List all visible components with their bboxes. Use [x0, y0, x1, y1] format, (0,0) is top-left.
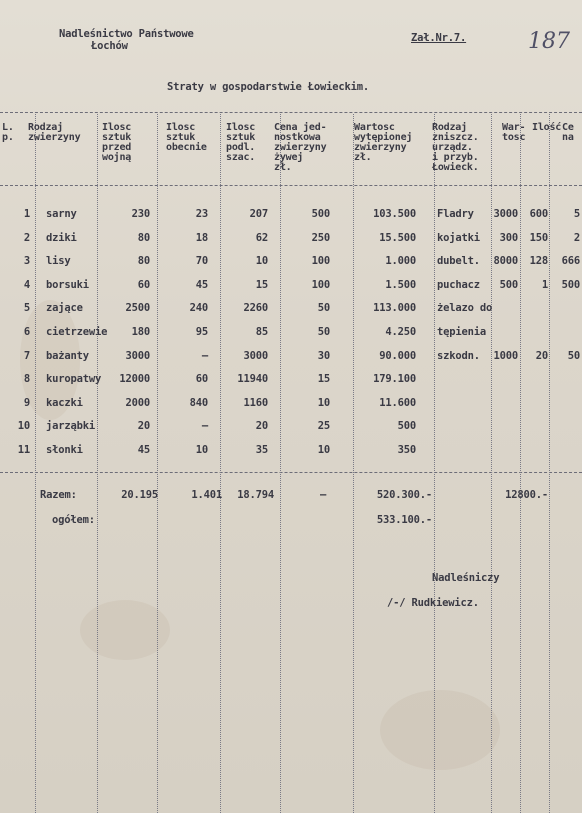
signatory-title: Nadleśniczy [432, 572, 500, 584]
cell-before: 20 [137, 420, 150, 433]
cell-eq-qty: 1 [541, 278, 548, 291]
cell-now: 10 [195, 444, 208, 456]
cell-lp: 11 [17, 444, 30, 456]
cell-eq-qty: 600 [529, 208, 548, 220]
cell-eq-value: 500 [499, 278, 518, 291]
col-header-eq-value: War- tosc [502, 122, 526, 143]
total-value: 520.300.- [376, 489, 432, 501]
column-rule [549, 114, 550, 813]
cell-before: 2000 [125, 396, 150, 409]
cell-eq-price: 5 [573, 208, 580, 220]
cell-now: – [201, 420, 208, 433]
cell-species: kuropatwy [46, 373, 102, 386]
column-rule [35, 114, 36, 813]
cell-subject: 11940 [237, 373, 268, 386]
cell-now: 95 [195, 326, 208, 338]
cell-value: 11.600 [379, 396, 416, 409]
cell-eq-qty: 20 [535, 349, 548, 362]
cell-before: 80 [137, 255, 150, 268]
total-now: 1.401 [191, 489, 222, 501]
column-rule [434, 114, 435, 813]
cell-value: 1.000 [385, 255, 416, 268]
cell-eq-price: 50 [567, 349, 580, 362]
cell-subject: 10 [255, 255, 268, 268]
cell-eq-price: 666 [561, 255, 580, 268]
cell-eq-value: 300 [499, 231, 518, 244]
cell-value: 90.000 [379, 349, 416, 362]
total-eq-value: 12800.- [505, 489, 548, 501]
cell-equipment: Fladry [437, 208, 474, 220]
cell-species: bażanty [46, 349, 89, 362]
cell-unit-price: 30 [317, 349, 330, 362]
cell-species: kaczki [46, 396, 83, 409]
cell-value: 500 [397, 420, 416, 433]
col-header-now: Ilosc sztuk obecnie [166, 122, 207, 153]
handwritten-page-number: 187 [528, 29, 570, 54]
cell-unit-price: 10 [317, 444, 330, 456]
cell-equipment: tępienia [437, 326, 486, 338]
col-header-equipment: Rodzaj zniszcz. urządz. i przyb. Łowieck. [432, 122, 479, 173]
table-header-rule [0, 185, 582, 186]
cell-unit-price: 25 [317, 420, 330, 433]
cell-unit-price: 15 [317, 373, 330, 386]
cell-species: jarząbki [46, 420, 95, 433]
cell-subject: 2260 [243, 302, 268, 315]
cell-lp: 6 [23, 326, 30, 338]
cell-species: borsuki [46, 278, 89, 291]
cell-unit-price: 250 [311, 231, 330, 244]
col-header-value: Wartosc wytępionej zwierzyny zł. [354, 122, 413, 163]
total-before: 20.195 [121, 489, 158, 501]
cell-now: 23 [195, 208, 208, 220]
cell-value: 113.000 [373, 302, 416, 315]
cell-unit-price: 50 [317, 326, 330, 338]
cell-before: 230 [131, 208, 150, 220]
cell-equipment: dubelt. [437, 255, 480, 268]
cell-species: sarny [46, 208, 77, 220]
column-rule [157, 114, 158, 813]
cell-species: cietrzewie [46, 326, 108, 338]
cell-now: 60 [195, 373, 208, 386]
grand-total-value: 533.100.- [376, 514, 432, 526]
cell-lp: 1 [23, 208, 30, 220]
col-header-subject: Ilosc sztuk podl. szac. [226, 122, 256, 163]
total-unit-price: – [320, 489, 327, 501]
cell-now: – [201, 349, 208, 362]
cell-value: 4.250 [385, 326, 416, 338]
cell-subject: 20 [255, 420, 268, 433]
cell-value: 1.500 [385, 278, 416, 291]
table-top-rule [0, 112, 582, 113]
cell-value: 15.500 [379, 231, 416, 244]
cell-lp: 8 [23, 373, 30, 386]
cell-equipment: żelazo do [437, 302, 493, 315]
cell-value: 179.100 [373, 373, 416, 386]
cell-lp: 9 [23, 396, 30, 409]
cell-eq-value: 8000 [493, 255, 518, 268]
col-header-species: Rodzaj zwierzyny [28, 122, 81, 143]
cell-lp: 7 [23, 349, 30, 362]
cell-before: 180 [131, 326, 150, 338]
cell-equipment: szkodn. [437, 349, 480, 362]
cell-equipment: kojatki [437, 231, 480, 244]
office-name: Nadleśnictwo Państwowe [59, 28, 194, 40]
cell-unit-price: 50 [317, 302, 330, 315]
cell-before: 2500 [125, 302, 150, 315]
cell-lp: 5 [23, 302, 30, 315]
cell-subject: 85 [255, 326, 268, 338]
cell-lp: 2 [23, 231, 30, 244]
cell-subject: 62 [255, 231, 268, 244]
cell-lp: 10 [17, 420, 30, 433]
col-header-lp: L. p. [2, 122, 14, 143]
grand-total-label: ogółem: [52, 514, 95, 526]
signatory-name: /-/ Rudkiewicz. [387, 597, 479, 609]
col-header-unit-price: Cena jed- nostkowa zwierzyny żywej zł. [274, 122, 327, 173]
cell-subject: 3000 [243, 349, 268, 362]
col-header-eq-qty: Ilość [532, 122, 562, 133]
attachment-reference: Zał.Nr.7. [411, 32, 467, 44]
column-rule [280, 114, 281, 813]
cell-subject: 1160 [243, 396, 268, 409]
total-subject: 18.794 [237, 489, 274, 501]
cell-value: 103.500 [373, 208, 416, 220]
cell-lp: 3 [23, 255, 30, 268]
cell-eq-qty: 150 [529, 231, 548, 244]
cell-eq-value: 1000 [493, 349, 518, 362]
cell-species: dziki [46, 231, 77, 244]
cell-before: 3000 [125, 349, 150, 362]
cell-lp: 4 [23, 278, 30, 291]
cell-before: 60 [137, 278, 150, 291]
cell-unit-price: 500 [311, 208, 330, 220]
cell-eq-value: 3000 [493, 208, 518, 220]
totals-label: Razem: [40, 489, 77, 501]
cell-before: 12000 [119, 373, 150, 386]
cell-species: zające [46, 302, 83, 315]
cell-now: 18 [195, 231, 208, 244]
cell-now: 840 [189, 396, 208, 409]
col-header-eq-price: Ce na [562, 122, 574, 143]
table-body-rule [0, 472, 582, 473]
cell-before: 45 [137, 444, 150, 456]
cell-before: 80 [137, 231, 150, 244]
cell-unit-price: 10 [317, 396, 330, 409]
cell-subject: 15 [255, 278, 268, 291]
cell-value: 350 [397, 444, 416, 456]
cell-equipment: puchacz [437, 278, 480, 291]
column-rule [220, 114, 221, 813]
cell-species: lisy [46, 255, 71, 268]
cell-now: 45 [195, 278, 208, 291]
cell-eq-price: 500 [561, 278, 580, 291]
cell-species: słonki [46, 444, 83, 456]
col-header-before: Ilosc sztuk przed wojną [102, 122, 132, 163]
cell-now: 70 [195, 255, 208, 268]
cell-unit-price: 100 [311, 255, 330, 268]
document-title: Straty w gospodarstwie Łowieckim. [167, 81, 370, 93]
cell-eq-price: 2 [573, 231, 580, 244]
office-location: Łochów [91, 40, 128, 52]
cell-unit-price: 100 [311, 278, 330, 291]
cell-eq-qty: 128 [529, 255, 548, 268]
cell-subject: 207 [249, 208, 268, 220]
cell-now: 240 [189, 302, 208, 315]
cell-subject: 35 [255, 444, 268, 456]
